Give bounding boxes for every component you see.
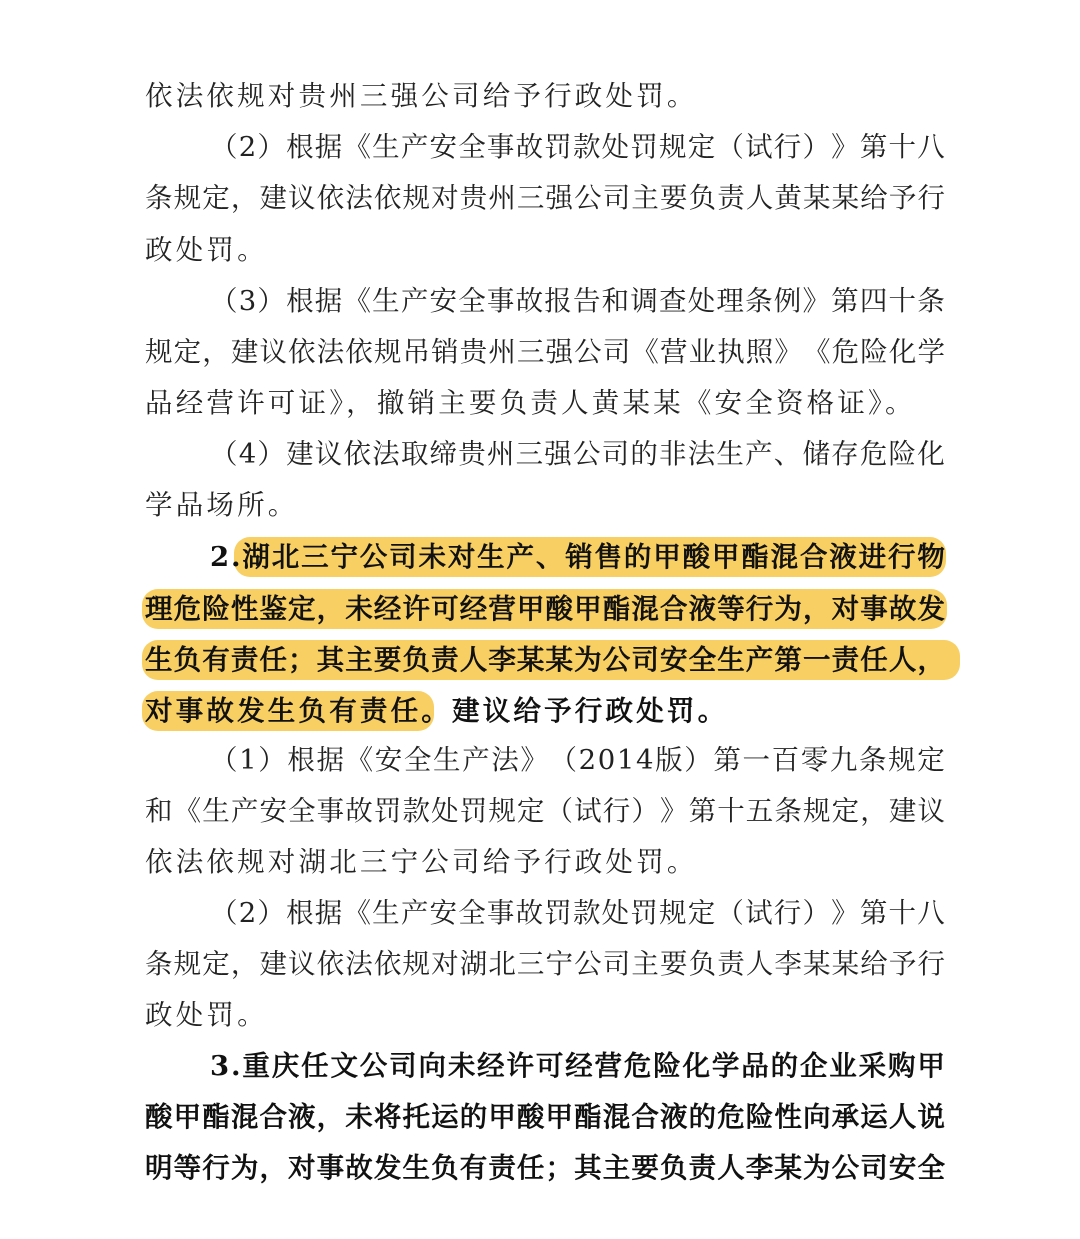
- text-line: 规 定 ， 建 议 依 法 依 规 吊 销 贵 州 三 强 公 司 《 营 业 执 照 》 《 危 险 化 学: [145, 336, 945, 368]
- text-line: 学品场所。: [145, 489, 299, 521]
- text-line: 酸 甲 酯 混 合 液 ， 未 将 托 运 的 甲 酸 甲 酯 混 合 液 的 危 险 性 向 承 运 人 说: [145, 1101, 945, 1133]
- text-line: 明 等 行 为 ， 对 事 故 发 生 负 有 责 任 ； 其 主 要 负 责 人 李 某 为 公 司 安 全: [145, 1152, 945, 1184]
- text-line: 条 规 定 ， 建 议 依 法 依 规 对 湖 北 三 宁 公 司 主 要 负 责 人 李 某 某 给 予 行: [145, 948, 945, 980]
- text-line: （ 4 ） 建 议 依 法 取 缔 贵 州 三 强 公 司 的 非 法 生 产 、 储 存 危 险 化: [210, 438, 945, 470]
- text-line: 依法依规对贵州三强公司给予行政处罚。: [145, 80, 698, 112]
- text-line: 品经营许可证》，撤销主要负责人黄某某《安全资格证》。: [145, 387, 916, 419]
- text-line: 理 危 险 性 鉴 定 ， 未 经 许 可 经 营 甲 酸 甲 酯 混 合 液 等 行 为 ， 对 事 故 发: [145, 593, 945, 625]
- text-line: 政处罚。: [145, 234, 268, 266]
- text-line: 条 规 定 ， 建 议 依 法 依 规 对 贵 州 三 强 公 司 主 要 负 责 人 黄 某 某 给 予 行: [145, 182, 945, 214]
- text-line: 和 《 生 产 安 全 事 故 罚 款 处 罚 规 定 （ 试 行 ） 》 第 十 五 条 规 定 ， 建 议: [145, 795, 945, 827]
- text-line: 政处罚。: [145, 999, 268, 1031]
- text-line: 2 . 湖 北 三 宁 公 司 未 对 生 产 、 销 售 的 甲 酸 甲 酯 混 合 液 进 行 物: [210, 541, 945, 573]
- text-line: （ 1 ） 根 据 《 安 全 生 产 法 》 （ 2 0 1 4 版 ） 第 一 百 零 九 条 规 定: [210, 744, 945, 776]
- text-line: （ 2 ） 根 据 《 生 产 安 全 事 故 罚 款 处 罚 规 定 （ 试 行 ） 》 第 十 八: [210, 897, 945, 929]
- text-line: （ 2 ） 根 据 《 生 产 安 全 事 故 罚 款 处 罚 规 定 （ 试 行 ） 》 第 十 八: [210, 131, 945, 163]
- text-line: 生 负 有 责 任 ； 其 主 要 负 责 人 李 某 某 为 公 司 安 全 生 产 第 一 责 任 人 ，: [145, 644, 945, 676]
- text-line: （ 3 ） 根 据 《 生 产 安 全 事 故 报 告 和 调 查 处 理 条 例 》 第 四 十 条: [210, 285, 945, 317]
- text-line: 对事故发生负有责任。建议给予行政处罚。: [145, 695, 729, 727]
- text-line: 3 . 重 庆 任 文 公 司 向 未 经 许 可 经 营 危 险 化 学 品 的 企 业 采 购 甲: [210, 1050, 945, 1082]
- text-line: 依法依规对湖北三宁公司给予行政处罚。: [145, 846, 698, 878]
